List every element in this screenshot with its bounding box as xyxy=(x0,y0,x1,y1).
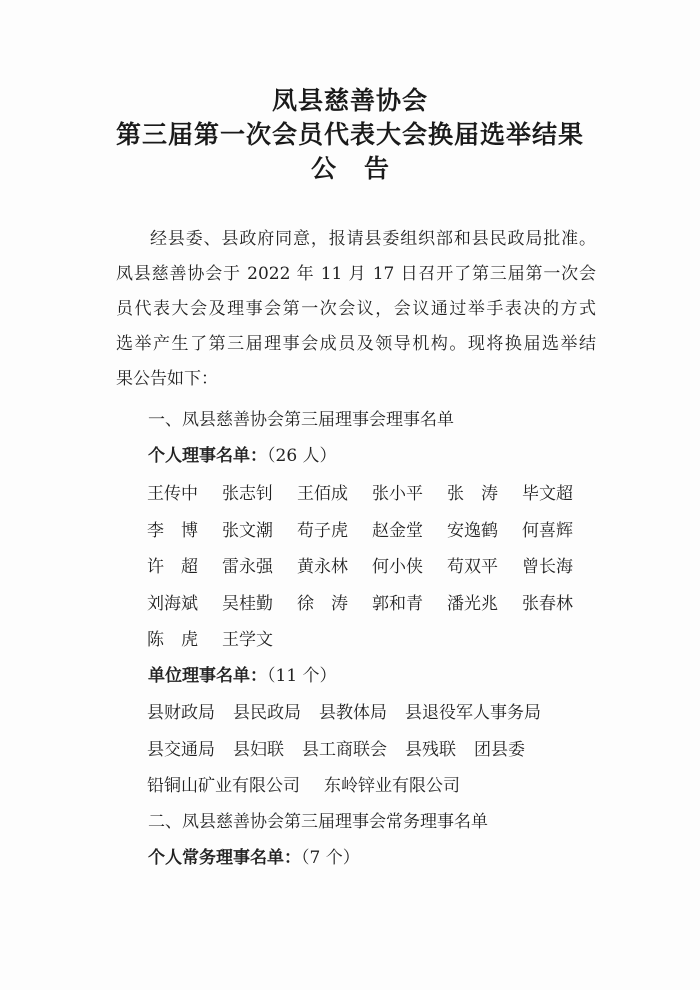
unit-directors-count: （11 个） xyxy=(267,666,337,686)
units-row xyxy=(147,771,559,808)
unit-name: 团县委 xyxy=(474,739,525,760)
standing-directors-count: （7 个） xyxy=(301,848,360,868)
intro-line-5: 果公告如下： xyxy=(116,369,218,389)
unit-name: 县财政局 xyxy=(147,703,215,723)
intro-line-4: 选举产生了第三届理事会成员及领导机构。现将换届选举结 xyxy=(116,334,596,354)
doc-title-meeting: 第三届第一次会员代表大会换届选举结果 xyxy=(115,120,584,149)
units-row xyxy=(147,698,559,735)
individual-directors-list xyxy=(147,479,597,662)
director-name: 张志钊 xyxy=(222,484,273,504)
director-name: 许 超 xyxy=(147,557,198,577)
individual-directors-label: 个人理事名单： xyxy=(148,446,267,466)
director-name: 苟子虎 xyxy=(297,520,348,541)
director-name: 郭和青 xyxy=(372,593,423,614)
names-row xyxy=(147,516,597,553)
director-name: 张 涛 xyxy=(447,484,498,504)
intro-line-3: 员代表大会及理事会第一次会议，会议通过举手表决的方式 xyxy=(116,299,596,319)
director-name: 王佰成 xyxy=(297,484,348,504)
units-row xyxy=(147,735,559,772)
unit-directors-list xyxy=(147,698,559,808)
doc-title-notice-char-2: 告 xyxy=(364,154,390,183)
doc-title-notice-char-1: 公 xyxy=(310,154,336,183)
unit-directors-label: 单位理事名单： xyxy=(148,666,267,686)
intro-line-1: 经县委、县政府同意，报请县委组织部和县民政局批准。 xyxy=(150,229,596,249)
section2-individual-header xyxy=(148,843,360,873)
director-name: 徐 涛 xyxy=(297,593,348,614)
director-name: 张小平 xyxy=(372,484,423,504)
names-row xyxy=(147,479,597,516)
unit-name: 县民政局 xyxy=(233,703,301,723)
names-row xyxy=(147,552,597,589)
doc-title-org: 凤县慈善协会 xyxy=(271,86,428,115)
director-name: 安逸鹤 xyxy=(447,520,498,541)
unit-name: 县退役军人事务局 xyxy=(405,703,541,723)
intro-line-2: 凤县慈善协会于 2022 年 11 月 17 日召开了第三届第一次会 xyxy=(116,264,596,284)
section1-individual-header xyxy=(148,441,337,471)
director-name: 何小侠 xyxy=(372,557,423,577)
unit-name: 铅铜山矿业有限公司 xyxy=(147,776,300,796)
unit-name: 县残联 xyxy=(405,739,456,760)
director-name: 赵金堂 xyxy=(372,520,423,541)
director-name: 曾长海 xyxy=(522,557,573,577)
unit-name: 县交通局 xyxy=(147,739,215,760)
section1-heading: 一、凤县慈善协会第三届理事会理事名单 xyxy=(148,410,454,430)
director-name: 苟双平 xyxy=(447,557,498,577)
unit-name: 东岭锌业有限公司 xyxy=(324,776,460,796)
unit-name: 县教体局 xyxy=(319,703,387,723)
director-name: 王学文 xyxy=(222,630,273,650)
section1-unit-header xyxy=(148,661,337,691)
director-name: 潘光兆 xyxy=(447,593,498,614)
section2-heading: 二、凤县慈善协会第三届理事会常务理事名单 xyxy=(148,812,488,832)
director-name: 吴桂勤 xyxy=(222,593,273,614)
director-name: 何喜辉 xyxy=(522,520,573,541)
director-name: 张文潮 xyxy=(222,520,273,541)
names-row xyxy=(147,589,597,626)
director-name: 刘海斌 xyxy=(147,593,198,614)
names-row xyxy=(147,625,597,662)
intro-paragraph xyxy=(116,222,596,397)
director-name: 毕文超 xyxy=(522,484,573,504)
director-name: 雷永强 xyxy=(222,557,273,577)
director-name: 黄永林 xyxy=(297,557,348,577)
director-name: 张春林 xyxy=(522,593,573,614)
individual-directors-count: （26 人） xyxy=(267,446,337,466)
director-name: 王传中 xyxy=(147,484,198,504)
director-name: 陈 虎 xyxy=(147,630,198,650)
unit-name: 县工商联会 xyxy=(302,739,387,760)
director-name: 李 博 xyxy=(147,520,198,541)
doc-title-notice xyxy=(0,154,700,184)
standing-directors-label: 个人常务理事名单： xyxy=(148,848,301,868)
unit-name: 县妇联 xyxy=(233,739,284,760)
